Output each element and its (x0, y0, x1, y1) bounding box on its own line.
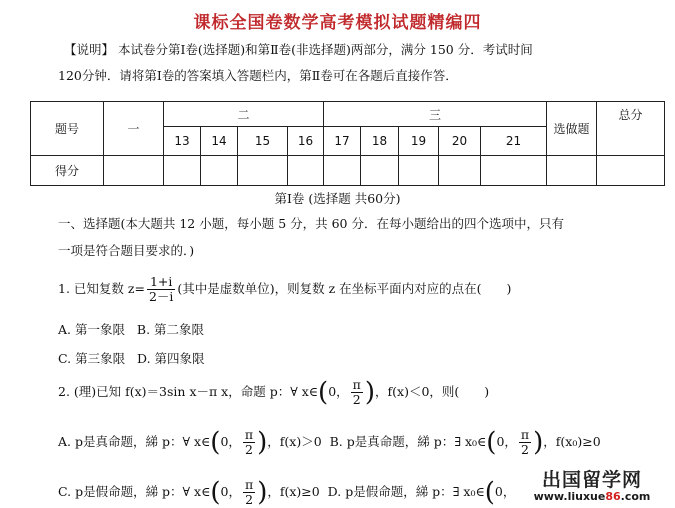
intro-line-2: 120分钟．请将第Ⅰ卷的答案填入答题栏内，第Ⅱ卷可在各题后直接作答． (58, 68, 458, 83)
interval-zero: 0， (328, 384, 349, 399)
question-1 (58, 275, 511, 304)
num-cell: 16 (288, 127, 324, 155)
interval-rparen: ) (533, 427, 544, 458)
watermark-logo (517, 470, 667, 504)
q1-frac-num: 1+i (147, 275, 175, 290)
interval-pi: π (244, 477, 254, 492)
interval-zero: 0， (220, 434, 241, 449)
q1-option-a: A. 第一象限 (58, 322, 125, 337)
score-cell (164, 155, 201, 185)
interval-pi: π (520, 427, 530, 442)
intro-line-1: 【说明】 本试卷分第Ⅰ卷(选择题)和第Ⅱ卷(非选择题)两部分，满分 150 分．考试时间 (64, 42, 533, 57)
interval-zero: 0， (494, 484, 516, 499)
q2-suffix: ，f(x)＜0，则( ) (375, 384, 490, 399)
score-cell (361, 155, 399, 185)
q2-option-c: C. p是假命题，綈 p：∀ x∈ (58, 484, 211, 499)
num-cell: 14 (201, 127, 238, 155)
instructions-line-1: 一、选择题(本大题共 12 小题，每小题 5 分，共 60 分．在每小题给出的四个选项中，只有 (58, 216, 564, 231)
interval-pi: π (244, 427, 254, 442)
interval-fraction (243, 478, 255, 507)
score-cell (547, 155, 597, 185)
score-cell (324, 155, 361, 185)
interval-zero: 0， (496, 434, 517, 449)
header-tihao: 题号 (31, 102, 104, 156)
watermark-cn: 出国留学网 (541, 469, 642, 491)
interval-lparen: ( (318, 377, 329, 408)
question-2 (58, 378, 489, 407)
interval-two: 2 (521, 442, 529, 457)
q1-fraction (147, 275, 175, 304)
interval-lparen: ( (486, 427, 497, 458)
score-cell (201, 155, 238, 185)
interval-fraction (243, 428, 255, 457)
interval-two: 2 (245, 492, 254, 507)
q2-option-b-tail: ，f(x₀)≥0 (543, 434, 601, 449)
num-cell: 18 (361, 127, 399, 155)
q2-option-a-tail: ，f(x)＞0 (267, 434, 322, 449)
header-er: 二 (164, 102, 324, 127)
q2-options-row-1 (58, 428, 601, 457)
q1-option-b: B. 第二象限 (136, 322, 205, 337)
watermark-url-a: www.liuxue (533, 490, 606, 503)
q2-option-a: A. p是真命题，綈 p：∀ x∈ (58, 434, 211, 449)
interval-zero: 0， (220, 484, 241, 499)
interval-lparen: ( (210, 477, 221, 508)
q2-option-c-tail: ，f(x)≥0 (267, 484, 320, 499)
defen-label: 得分 (31, 155, 104, 185)
header-san: 三 (324, 102, 547, 127)
interval-fraction (519, 428, 531, 457)
interval-lparen: ( (210, 427, 221, 458)
interval-rparen: ) (257, 477, 268, 508)
q1-options-row-1 (58, 320, 204, 338)
q1-prefix: 1. 已知复数 z= (58, 281, 145, 296)
header-xuanzuo: 选做题 (547, 102, 597, 156)
num-cell: 19 (399, 127, 439, 155)
interval-fraction (351, 378, 363, 407)
score-cell (597, 155, 665, 185)
num-cell: 15 (238, 127, 288, 155)
header-zongfen: 总分 (597, 102, 665, 156)
q1-option-c: C. 第三象限 (58, 351, 126, 366)
watermark-url-c: .com (620, 490, 651, 503)
score-cell (439, 155, 481, 185)
q2-option-d: D. p是假命题，綈 p：∃ x₀∈ (327, 484, 485, 499)
instructions-line-2: 一项是符合题目要求的．) (58, 243, 195, 258)
section-header: 第Ⅰ卷 (选择题 共60分) (274, 191, 401, 206)
score-table (30, 101, 665, 186)
num-cell: 13 (164, 127, 201, 155)
interval-pi: π (352, 377, 361, 392)
q1-suffix: (其中是虚数单位)，则复数 z 在坐标平面内对应的点在( ) (177, 281, 512, 296)
interval-two: 2 (245, 442, 253, 457)
interval-rparen: ) (257, 427, 268, 458)
header-yi: 一 (104, 102, 164, 156)
q2-option-b: B. p是真命题，綈 p：∃ x₀∈ (329, 434, 487, 449)
score-cell (288, 155, 324, 185)
interval-rparen: ) (364, 377, 376, 408)
q2-options-row-2 (58, 478, 515, 507)
q1-option-d: D. 第四象限 (137, 351, 205, 366)
interval-two: 2 (352, 392, 361, 407)
score-cell (481, 155, 547, 185)
q1-frac-den: 2－i (148, 289, 174, 304)
score-cell (104, 155, 164, 185)
watermark-url-b: 86 (605, 490, 621, 503)
num-cell: 20 (439, 127, 481, 155)
watermark-url (517, 491, 667, 503)
interval-lparen: ( (484, 477, 495, 508)
num-cell: 17 (324, 127, 361, 155)
q2-prefix: 2. (理)已知 f(x)＝3sin x－π x，命题 p：∀ x∈ (58, 384, 319, 399)
q1-options-row-2 (58, 349, 205, 367)
score-cell (238, 155, 288, 185)
score-cell (399, 155, 439, 185)
page-title: 课标全国卷数学高考模拟试题精编四 (193, 13, 482, 33)
num-cell: 21 (481, 127, 547, 155)
